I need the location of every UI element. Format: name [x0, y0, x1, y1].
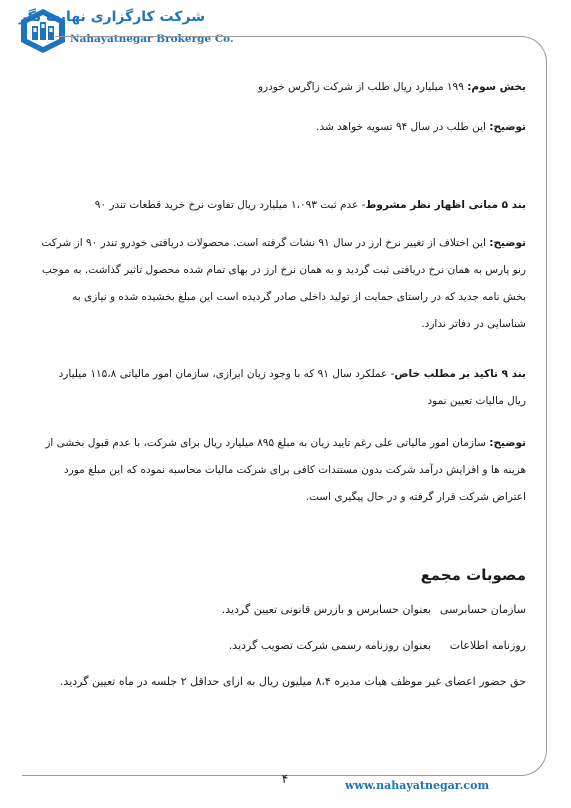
section3-title: بخش سوم: [467, 81, 526, 93]
approval-item-entity: روزنامه اطلاعات [449, 639, 526, 652]
company-name-fa: شرکت کارگزاری نهایت نگر [19, 9, 205, 25]
website-link[interactable]: www.nahayatnegar.com [345, 779, 490, 792]
approval-item-entity: سازمان حسابرسی [439, 603, 526, 616]
clause9-note [41, 430, 526, 511]
clause5-note-text: این اختلاف از تغییر نرخ ارز در سال ۹۱ نشات گرفته است. محصولات دریافتی خودرو تندر ۹۰ از شرکت رنو پارس به همان نرخ دریافتی ثبت گردید و به همان نرخ ارز در بهای تمام شده محصول تاثیر گذاشت. به موجب بخش نامه جدید که در راستای حمایت از تولید داخلی صادر گردیده است این مبلغ بخشیده شده و نیازی به شناسایی در دفاتر ندارد. [41, 237, 526, 330]
section3-note-text: این طلب در سال ۹۴ تسویه خواهد شد. [316, 121, 486, 133]
clause5-line [41, 197, 526, 213]
frame-bottom-line [22, 775, 172, 776]
clause5-text: - عدم ثبت ۱،۰۹۳ میلیارد ریال تفاوت نرخ خرید قطعات تندر ۹۰ [94, 199, 366, 211]
section3-text: ۱۹۹ میلیارد ریال طلب از شرکت زاگرس خودرو [257, 81, 464, 93]
section3-note-label: توضیح: [489, 121, 526, 133]
section3-note [41, 119, 526, 135]
approval-fee-line: حق حضور اعضای غیر موظف هیات مدیره ۸،۴ میلیون ریال به ازای حداقل ۲ جلسه در ماه تعیین گردید. [59, 675, 526, 688]
approvals-heading: مصوبات مجمع [420, 566, 526, 584]
clause5-note [41, 230, 526, 338]
clause5-title: بند ۵ مبانی اظهار نظر مشروط [365, 199, 526, 211]
approval-item-text: بعنوان حسابرس و بازرس قانونی تعیین گردید. [221, 603, 431, 616]
page-number: ۴ [281, 772, 289, 786]
approval-item-text: بعنوان روزنامه رسمی شرکت تصویب گردید. [228, 639, 431, 652]
clause9-note-text: سازمان امور مالیاتی علی رغم تایید زیان به مبلغ ۸۹۵ میلیارد ریال برای شرکت، با عدم قبول بخشی از هزینه ها و افزایش درآمد شرکت بدون مستندات کافی برای شرکت مالیات محاسبه نموده که این مبلغ مورد اعتراض شرکت قرار گرفته و در حال پیگیری است. [45, 437, 526, 503]
clause9-text: - عملکرد سال ۹۱ که با وجود زیان ابرازی، سازمان امور مالیاتی ۱۱۵،۸ میلیارد ریال مالیات تعیین نمود [58, 368, 526, 407]
company-name-en: Nahayatnegar Brokerge Co. [70, 33, 234, 45]
section3-line [41, 79, 526, 95]
clause9-line [41, 361, 526, 415]
clause9-note-label: توضیح: [489, 437, 526, 449]
clause9-title: بند ۹ تاکید بر مطلب خاص [394, 368, 526, 380]
clause5-note-label: توضیح: [489, 237, 526, 249]
